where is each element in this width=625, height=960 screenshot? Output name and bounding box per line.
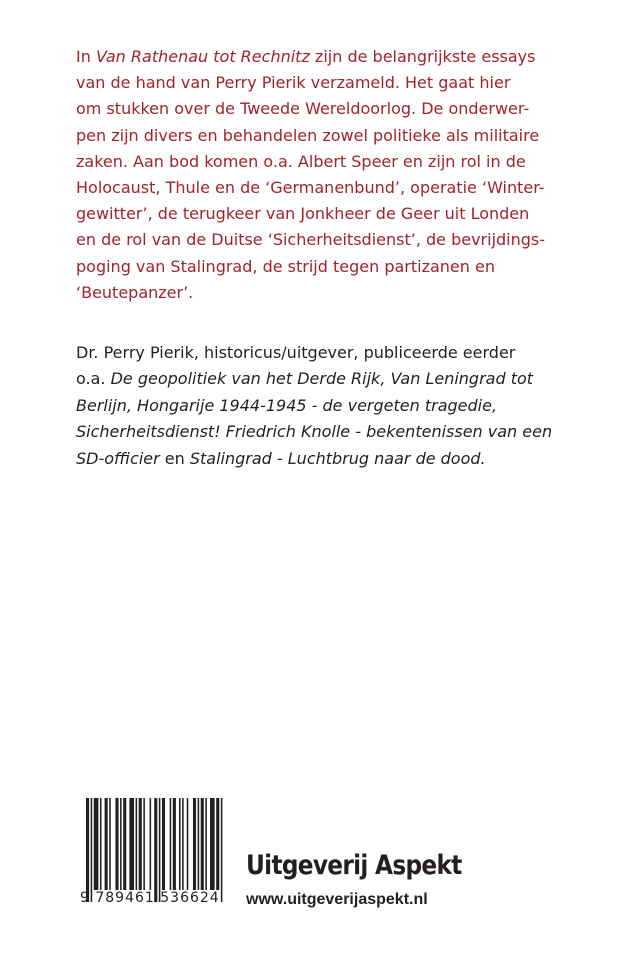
italic-title: De geopolitiek van het Derde Rijk, Van Leningrad tot: [110, 369, 534, 389]
text-run: en: [159, 448, 190, 468]
barcode-bar: [179, 798, 181, 890]
barcode-bar: [143, 798, 145, 890]
text-line: [76, 175, 556, 201]
text-line: [76, 70, 556, 96]
barcode-bar: [198, 798, 200, 890]
text-run: In: [76, 47, 96, 66]
barcode-bar: [201, 798, 204, 890]
blurb-text: [76, 44, 556, 306]
text-line: [76, 96, 556, 122]
barcode-bar: [123, 798, 126, 890]
barcode-bar: [216, 798, 219, 890]
text-run: zaken. Aan bod komen o.a. Albert Speer en zijn rol in de: [76, 151, 526, 171]
barcode-bar: [187, 798, 189, 890]
text-run: ‘Beutepanzer’.: [76, 282, 194, 302]
barcode-bar: [94, 798, 99, 890]
text-run: poging van Stalingrad, de strijd tegen partizanen en: [76, 256, 495, 276]
barcode-bar: [105, 798, 108, 890]
barcode-bar: [154, 798, 157, 902]
text-run: zijn de belangrijkste essays: [309, 47, 536, 66]
barcode-bar: [159, 798, 161, 902]
barcode-bar: [120, 798, 122, 890]
author-bio: [76, 340, 556, 472]
publisher-name: Uitgeverij Aspekt: [246, 850, 462, 881]
italic-title: Sicherheitsdienst! Friedrich Knolle - bekentenissen van een: [76, 422, 553, 442]
publisher-url: www.uitgeverijaspekt.nl: [246, 891, 428, 908]
text-run: van de hand van Perry Pierik verzameld. Het gaat hier: [76, 73, 511, 93]
barcode-bar: [136, 798, 138, 890]
barcode-bar: [170, 798, 172, 890]
text-line: [76, 280, 556, 306]
text-line: [76, 149, 556, 175]
barcode-bar: [162, 798, 165, 890]
text-line: [76, 393, 556, 419]
barcode-bar: [129, 798, 134, 890]
barcode-bar: [109, 798, 111, 890]
text-line: [76, 366, 556, 392]
text-line: [76, 254, 556, 280]
barcode-bar: [205, 798, 207, 890]
barcode-bar: [139, 798, 142, 890]
barcode-bar: [100, 798, 102, 890]
text-run: gewitter’, de terugkeer van Jonkheer de Geer uit Londen: [76, 204, 530, 224]
text-run: Dr. Perry Pierik, historicus/uitgever, publiceerde eerder: [76, 343, 516, 362]
text-line: [76, 419, 556, 445]
text-line: [76, 201, 556, 227]
text-line: [76, 123, 556, 149]
isbn-number: 9 789461 536624: [80, 890, 220, 906]
italic-title: Van Rathenau tot Rechnitz: [95, 47, 310, 66]
text-run: Holocaust, Thule en de ‘Germanenbund’, operatie ‘Winter-: [76, 178, 545, 198]
barcode-bar: [86, 798, 89, 902]
text-line: [76, 227, 556, 253]
text-line: [76, 446, 556, 472]
barcode-bar: [91, 798, 93, 902]
barcode-bar: [182, 798, 184, 890]
text-line: [76, 44, 556, 70]
text-run: o.a.: [76, 369, 111, 389]
barcode-bar: [173, 798, 176, 890]
text-run: pen zijn divers en behandelen zowel politieke als militaire: [76, 125, 540, 145]
barcode-bar: [221, 798, 223, 902]
barcode-bar: [150, 798, 152, 890]
italic-title: Berlijn, Hongarije 1944-1945 - de vergeten tragedie,: [76, 395, 498, 415]
italic-title: SD-officier: [76, 448, 160, 468]
barcode-bar: [115, 798, 118, 890]
text-run: en de rol van de Duitse ‘Sicherheitsdienst’, de bevrijdings-: [76, 230, 546, 250]
italic-title: Stalingrad - Luchtbrug naar de dood.: [189, 448, 486, 468]
barcode-bar: [210, 798, 215, 890]
text-run: om stukken over de Tweede Wereldoorlog. De onderwer-: [76, 99, 530, 119]
barcode-bar: [193, 798, 196, 890]
text-line: [76, 340, 556, 366]
